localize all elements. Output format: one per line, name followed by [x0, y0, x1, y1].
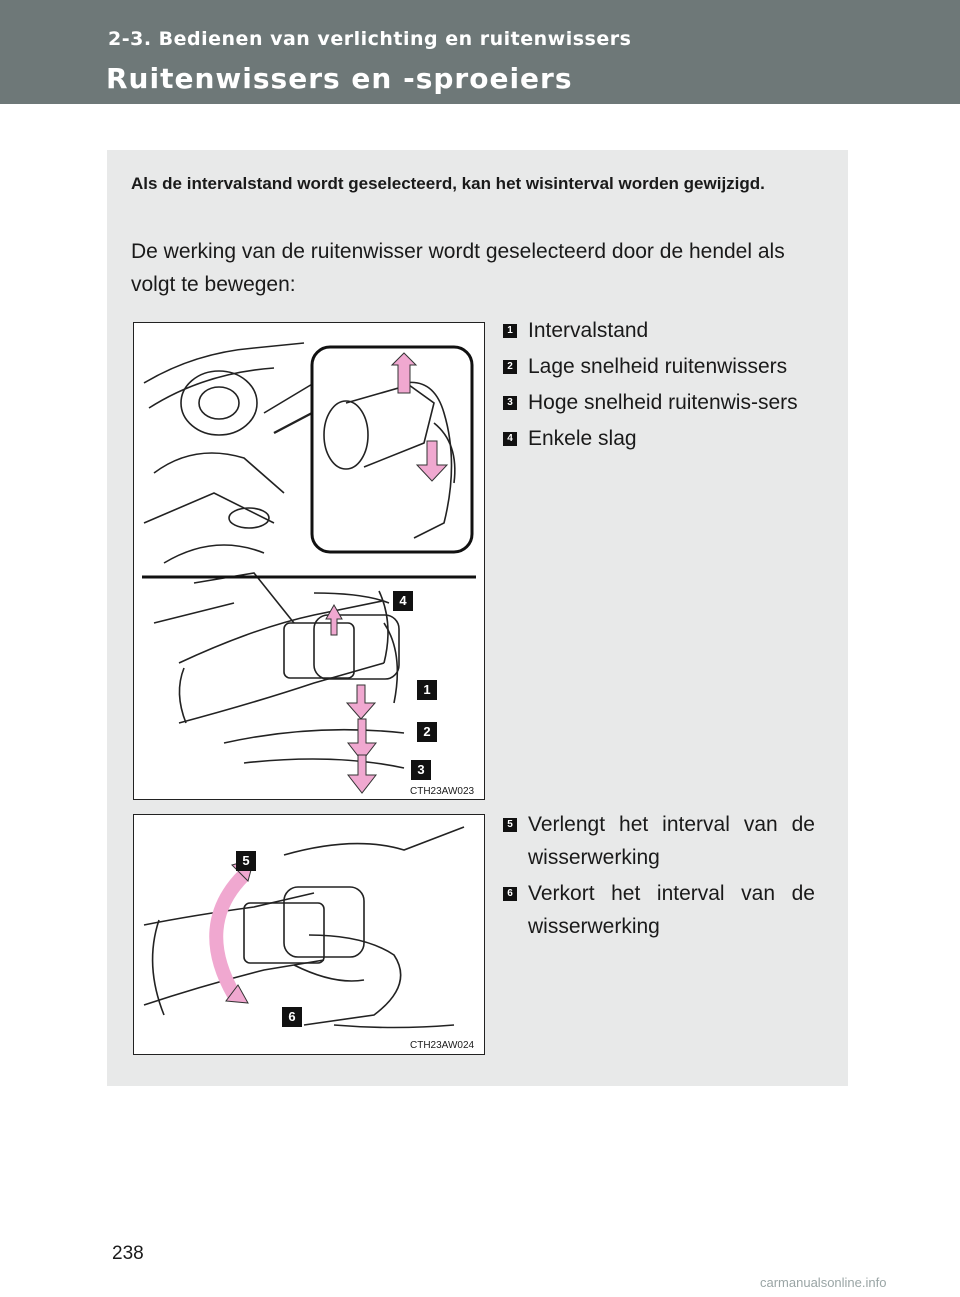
legend-text: Verlengt het interval van de wisserwerking — [528, 813, 815, 869]
page-number: 238 — [112, 1243, 144, 1264]
legend-number: 4 — [503, 432, 517, 446]
lead-text: De werking van de ruitenwisser wordt geselecteerd door de hendel als volgt te bewegen: — [131, 240, 785, 296]
legend-text: Lage snelheid ruitenwissers — [528, 355, 788, 378]
interval-ring-drawing — [134, 815, 484, 1054]
legend-interval-adjust — [503, 808, 815, 946]
callout-6: 6 — [282, 1007, 302, 1027]
callout-2: 2 — [417, 722, 437, 742]
page-title: Ruitenwissers en -sproeiers — [106, 62, 573, 95]
callout-1: 1 — [417, 680, 437, 700]
intro-text: Als de intervalstand wordt geselecteerd, kan het wisinterval worden gewijzigd. — [131, 174, 765, 193]
legend-text: Hoge snelheid ruitenwis-sers — [528, 391, 798, 414]
legend-number: 2 — [503, 360, 517, 374]
interval-adjust-illustration — [133, 814, 485, 1055]
legend-text: Intervalstand — [528, 319, 649, 342]
legend-number: 5 — [503, 818, 517, 832]
page-header — [0, 0, 960, 104]
legend-text: Enkele slag — [528, 427, 637, 450]
legend-number: 6 — [503, 887, 517, 901]
figure-code: CTH23AW024 — [410, 1040, 475, 1051]
legend-item — [503, 808, 815, 874]
figure-code: CTH23AW023 — [410, 786, 475, 797]
callout-3: 3 — [411, 760, 431, 780]
legend-number: 3 — [503, 396, 517, 410]
watermark: carmanualsonline.info — [760, 1275, 887, 1290]
legend-item — [503, 386, 815, 419]
wiper-lever-illustration — [133, 322, 485, 800]
legend-text: Verkort het interval van de wisserwerking — [528, 882, 815, 938]
section-heading: 2-3. Bedienen van verlichting en ruitenwissers — [108, 28, 632, 50]
legend-item — [503, 350, 815, 383]
callout-5: 5 — [236, 851, 256, 871]
legend-lever-positions — [503, 314, 815, 458]
callout-4: 4 — [393, 591, 413, 611]
legend-item — [503, 422, 815, 455]
legend-item — [503, 877, 815, 943]
legend-item — [503, 314, 815, 347]
legend-number: 1 — [503, 324, 517, 338]
